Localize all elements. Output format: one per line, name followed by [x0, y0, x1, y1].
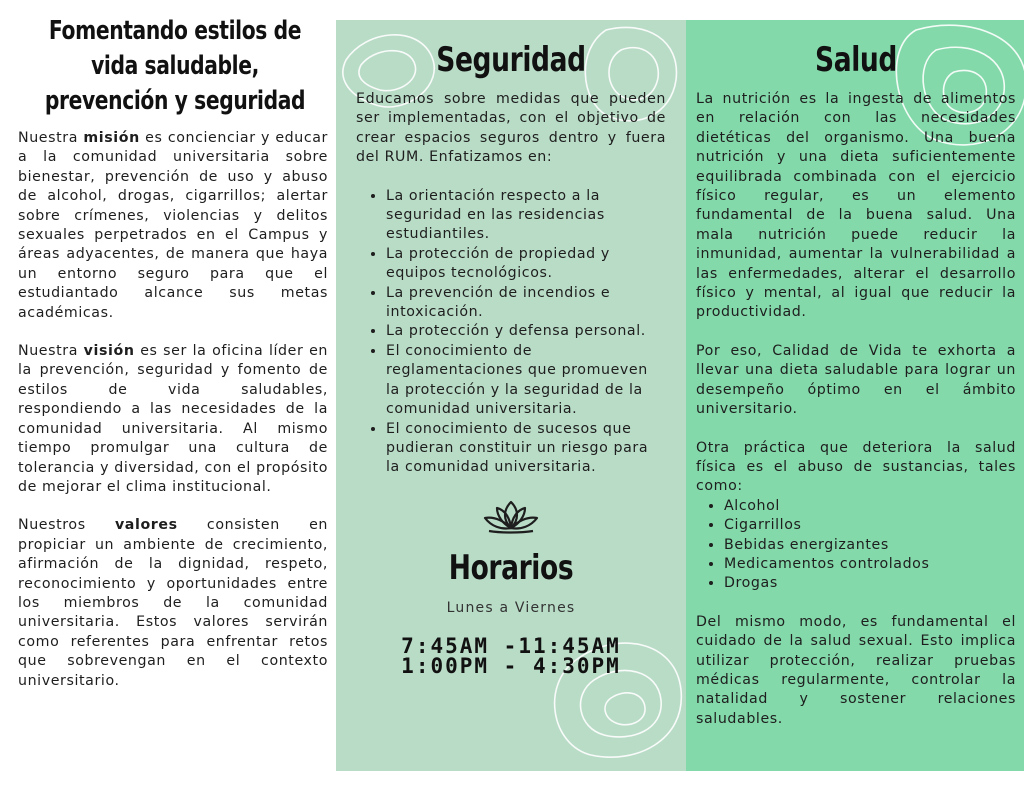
substance-paragraph: Otra práctica que deteriora la salud física es el abuso de sustancias, tales como:: [696, 439, 1016, 495]
list-item: • Bebidas energizantes: [724, 536, 1016, 555]
schedule-time-morning: 7:45AM -11:45AM: [401, 633, 621, 658]
brochure-title: Fomentando estilos de vida saludable, prevención y seguridad: [44, 16, 306, 116]
security-intro: Educamos sobre medidas que pueden ser implementadas, con el objetivo de crear espacios seguros dentro y fuera del RUM. Enfatizamos en:: [356, 91, 666, 166]
intro-column: [0, 0, 340, 791]
list-item: • El conocimiento de sucesos que pudieran constituir un riesgo para la comunidad universitaria.: [386, 420, 666, 478]
vision-paragraph: Nuestra visión es ser la oficina líder en la prevención, seguridad y fomento de estilos de vida saludables, respondiendo a las necesidades de la comunidad universitaria. Al mismo tiempo promulgar una cultura de tolerancia y diversidad, con el propósito de mejorar el clima institucional.: [18, 343, 328, 495]
diet-paragraph: Por eso, Calidad de Vida te exhorta a llevar una dieta saludable para lograr un desempeño óptimo en el ámbito universitario.: [696, 342, 1016, 418]
mission-keyword: misión: [83, 130, 140, 146]
list-item: • La protección y defensa personal.: [386, 322, 666, 341]
list-item: • El conocimiento de reglamentaciones que promueven la protección y la seguridad de la comunidad universitaria.: [386, 342, 666, 420]
vision-keyword: visión: [83, 343, 135, 360]
list-item: • La orientación respecto a la seguridad en las residencias estudiantiles.: [386, 187, 666, 245]
nutrition-paragraph: La nutrición es la ingesta de alimentos en relación con las necesidades dietéticas del organismo. Una buena nutrición y una dieta suficientemente equilibrada combinada con el ejercicio físico regular, es un elemento fundamental de la buena salud. Una mala nutrición puede reducir la inmunidad, aumentar la vulnerabilidad a las enfermedades, alterar el desarrollo físico y mental, al igual que reducir la productividad.: [696, 91, 1016, 321]
security-list: [356, 187, 666, 478]
values-paragraph: Nuestros valores consisten en propiciar un ambiente de crecimiento, afirmación de la dignidad, respeto, reconocimiento y oportunidades entre los miembros de la comunidad universitaria. Estos valores servirán como referentes para enfrentar retos que sobrevengan en el contexto universitario.: [18, 517, 328, 689]
health-column: [686, 20, 1024, 771]
list-item: • La protección de propiedad y equipos tecnológicos.: [386, 245, 666, 284]
list-item: • Cigarrillos: [724, 516, 1016, 535]
substance-list: [696, 497, 1016, 594]
schedule-heading: Horarios: [448, 547, 574, 588]
security-heading: Seguridad: [436, 40, 586, 80]
list-item: • La prevención de incendios e intoxicación.: [386, 284, 666, 323]
schedule-time-afternoon: 1:00PM - 4:30PM: [401, 653, 621, 678]
list-item: • Drogas: [724, 574, 1016, 593]
lotus-icon: [481, 500, 541, 534]
sexual-health-paragraph: Del mismo modo, es fundamental el cuidado de la salud sexual. Esto implica utilizar protección, realizar pruebas médicas regularmente, controlar la natalidad y sostener relaciones saludables.: [696, 613, 1016, 727]
list-item: • Alcohol: [724, 497, 1016, 516]
schedule-days: Lunes a Viernes: [446, 599, 576, 616]
values-keyword: valores: [114, 517, 178, 534]
mission-paragraph: Nuestra misión es concienciar y educar a la comunidad universitaria sobre bienestar, prevención de uso y abuso de alcohol, drogas, cigarrillos; alertar sobre crímenes, violencias y delitos sexuales perpetrados en el Campus y áreas adyacentes, de manera que haya un entorno seguro para que el estudiantado alcance sus metas académicas.: [18, 130, 328, 321]
health-heading: Salud: [814, 40, 897, 80]
security-column: [336, 20, 686, 771]
list-item: • Medicamentos controlados: [724, 555, 1016, 574]
